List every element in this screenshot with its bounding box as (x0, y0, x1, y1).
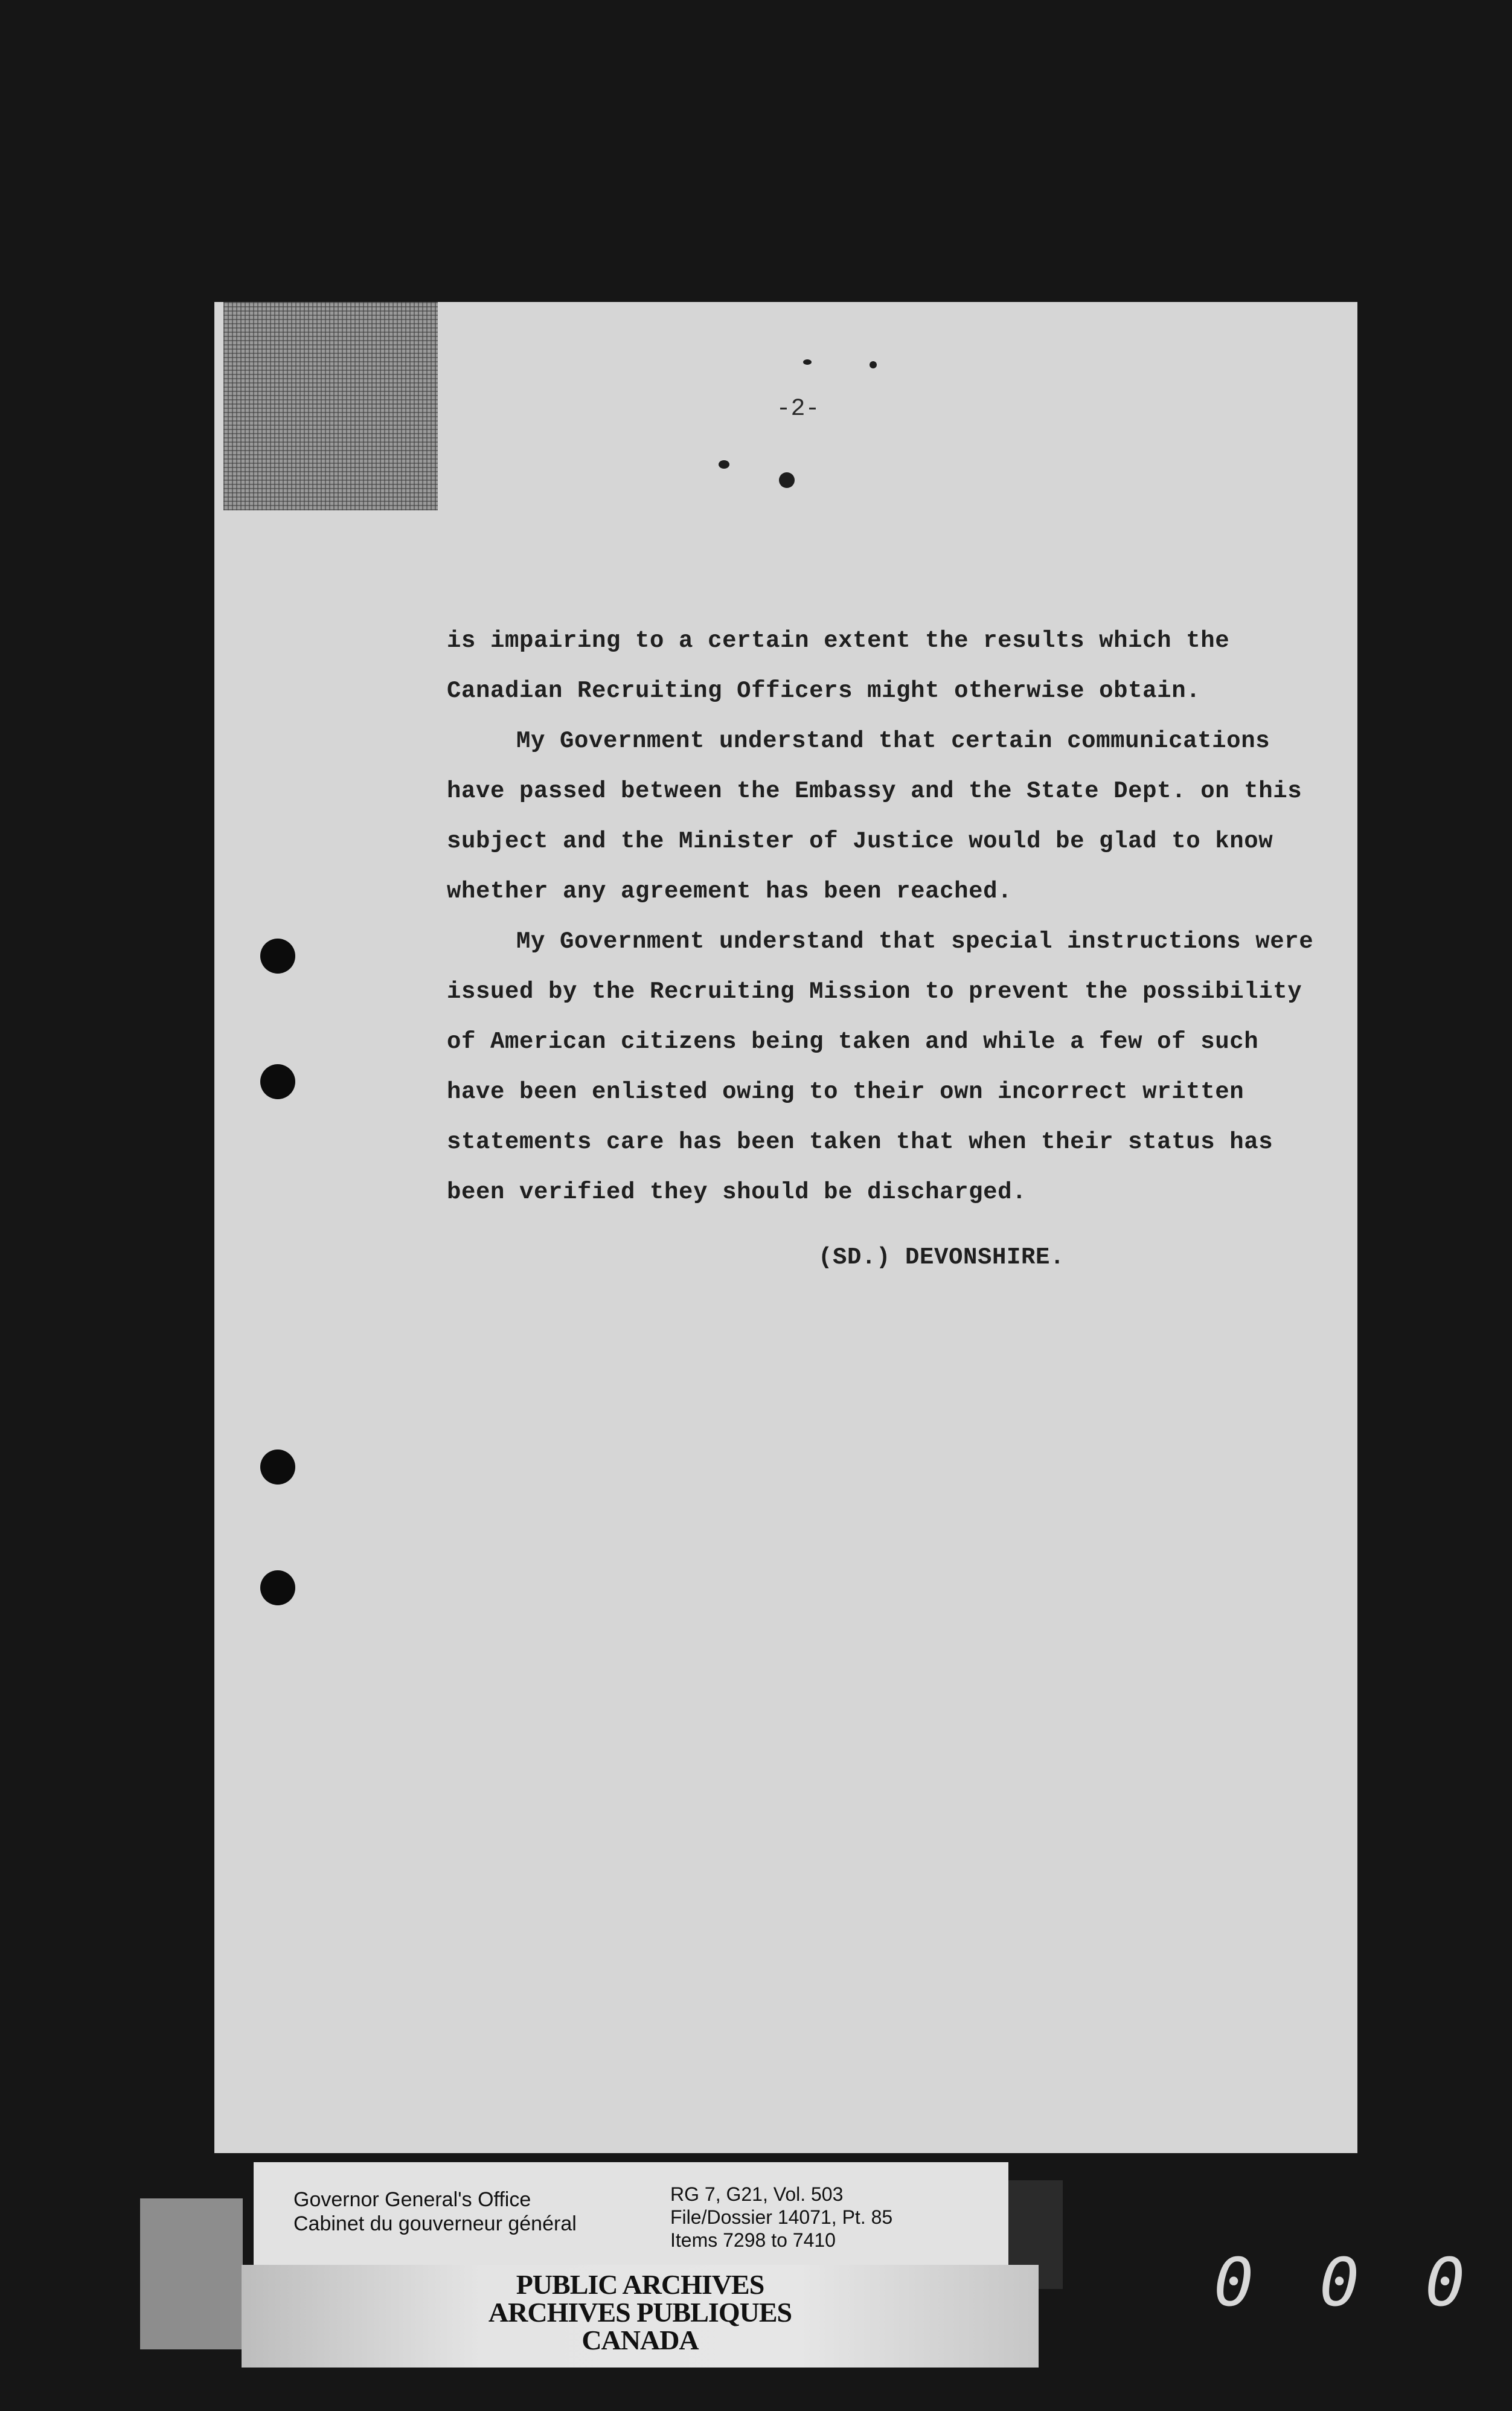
punch-hole (260, 939, 295, 974)
punch-hole (260, 1064, 295, 1099)
letter-line: of American citizens being taken and while a few of such (447, 1029, 1259, 1055)
ink-mark (870, 361, 877, 368)
letter-line: statements care has been taken that when their status has (447, 1129, 1273, 1155)
document-page (214, 302, 1357, 2153)
office-en: Governor General's Office (293, 2188, 531, 2211)
stamp-line: PUBLIC ARCHIVES (516, 2269, 764, 2300)
archive-stamp (242, 2271, 1039, 2354)
stamp-line: ARCHIVES PUBLIQUES (488, 2297, 792, 2328)
frame-digit: 0 (1425, 2244, 1466, 2321)
signature-line: (SD.) DEVONSHIRE. (818, 1244, 1065, 1271)
stamp-line: CANADA (581, 2325, 699, 2355)
letter-line: Canadian Recruiting Officers might otherwise obtain. (447, 678, 1201, 704)
letter-line: is impairing to a certain extent the results which the (447, 628, 1230, 654)
ink-mark (803, 359, 812, 365)
letter-line: been verified they should be discharged. (447, 1179, 1027, 1206)
letter-line: have passed between the Embassy and the State Dept. on this (447, 778, 1302, 804)
archive-stamp-strip (242, 2265, 1039, 2368)
letter-line: whether any agreement has been reached. (447, 878, 1013, 905)
letter-line: My Government understand that special instructions were (516, 928, 1314, 955)
film-edge-block (140, 2198, 243, 2349)
letter-line: My Government understand that certain communications (516, 728, 1270, 754)
letter-line: issued by the Recruiting Mission to prevent the possibility (447, 978, 1302, 1005)
ink-mark (719, 460, 729, 469)
punch-hole (260, 1449, 295, 1485)
office-fr: Cabinet du gouverneur général (293, 2212, 577, 2235)
page-number: -2- (776, 396, 820, 423)
file-dossier: File/Dossier 14071, Pt. 85 (670, 2206, 893, 2228)
frame-counter (1202, 2244, 1491, 2321)
frame-digit: 0 (1214, 2244, 1254, 2321)
record-group: RG 7, G21, Vol. 503 (670, 2183, 844, 2205)
items-range: Items 7298 to 7410 (670, 2229, 836, 2251)
archive-label-office (293, 2188, 577, 2236)
letter-line: subject and the Minister of Justice would be glad to know (447, 828, 1273, 855)
punch-hole (260, 1570, 295, 1605)
archive-label-reference (670, 2183, 892, 2252)
frame-digit: 0 (1319, 2244, 1360, 2321)
archive-label (254, 2162, 1008, 2266)
ink-mark (779, 472, 795, 488)
letter-body (447, 616, 1341, 1218)
letter-line: have been enlisted owing to their own incorrect written (447, 1079, 1245, 1105)
